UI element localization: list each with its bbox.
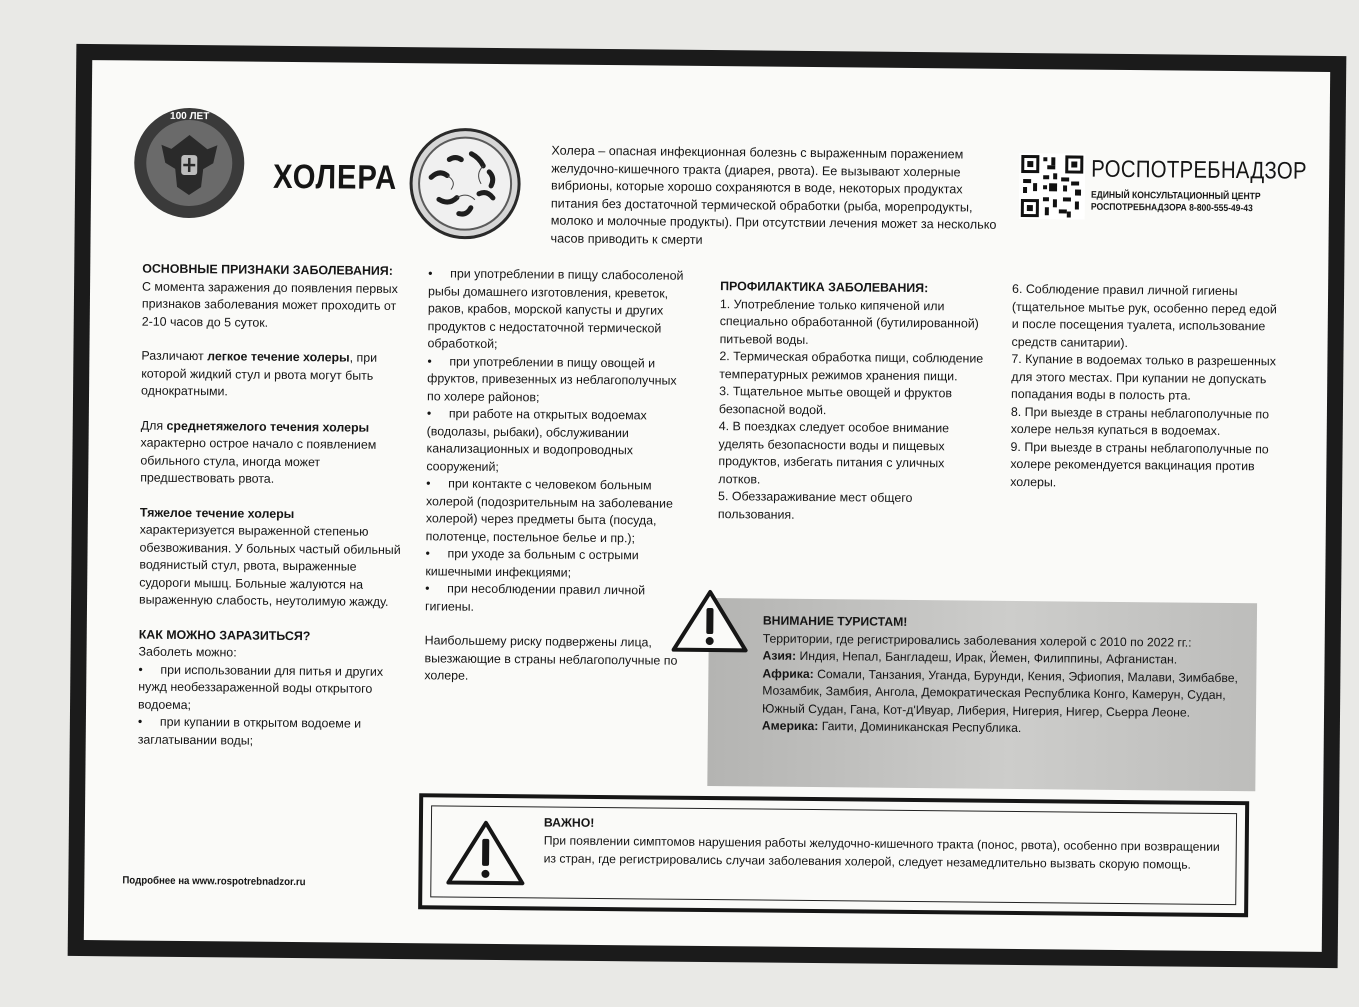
list-item: • при несоблюдении правил личной гигиены. bbox=[425, 580, 683, 617]
important-text: При появлении симптомов нарушения работы желудочно-кишечного тракта (понос, рвота), особенно при возвращении из стран, где регистрировались случаи заболевания холерой, следует незамедлительно вызвать скорую помощь. bbox=[543, 833, 1220, 872]
tourist-intro: Территории, где регистрировались заболевания холерой с 2010 по 2022 гг.: bbox=[762, 631, 1192, 650]
list-item: • при использовании для питья и других нужд необеззараженной воды открытого водоема; bbox=[138, 661, 400, 716]
severe-form-text: Тяжелое течение холеры характеризуется выраженной степенью обезвоживания. У больных частый обильный водянистый стул, рвота, выраженные судороги мышц. Больные жалуются на выраженную слабость, неутолимую жажду. bbox=[139, 505, 401, 609]
qr-code-icon bbox=[1019, 153, 1086, 220]
africa-countries: Африка: Сомали, Танзания, Уганда, Бурунди, Кения, Эфиопия, Малави, Зимбабве, Мозамбик, Замбия, Ангола, Демократическая Республика Конго, Камерун, Судан, Южный Судан, Гана, Кот-д'Ивуар, Либерия, Нигерия, Нигер, Сьерра Леоне. bbox=[761, 666, 1239, 720]
org-center-label: ЕДИНЫЙ КОНСУЛЬТАЦИОННЫЙ ЦЕНТР bbox=[1090, 189, 1261, 203]
symptoms-heading: ОСНОВНЫЕ ПРИЗНАКИ ЗАБОЛЕВАНИЯ: bbox=[142, 261, 393, 278]
prevention-list-continued bbox=[1010, 281, 1284, 494]
moderate-form-text: Для среднетяжелого течения холеры характерно острое начало с появлением обильного стула, иногда может предшествовать рвота. bbox=[140, 418, 377, 486]
list-item: 5. Обеззараживание мест общего пользования. bbox=[717, 489, 913, 522]
list-item: • при работе на открытых водоемах (водолазы, рыбаки), обслуживании канализационных и водопроводных сооружений; bbox=[426, 405, 685, 477]
symptoms-column bbox=[138, 261, 405, 751]
important-notice-inner bbox=[430, 805, 1237, 905]
list-item: • при употреблении в пищу слабосоленой рыбы домашнего изготовления, креветок, раков, крабов, морской капусты и других продуктов с недостаточной термической обработкой; bbox=[427, 265, 686, 355]
leaflet bbox=[84, 60, 1330, 952]
infection-ways-list bbox=[138, 661, 401, 751]
vibrio-bacteria-icon bbox=[409, 127, 522, 240]
infection-intro: Заболеть можно: bbox=[138, 644, 237, 660]
list-item: • при употреблении в пищу овощей и фруктов, привезенных из неблагополучных по холере районов; bbox=[427, 353, 685, 408]
list-item: 9. При выезде в страны неблагополучные по холере рекомендуется вакцинация против холеры. bbox=[1010, 439, 1269, 489]
emblem-text: 100 ЛЕТ bbox=[170, 110, 210, 123]
asia-countries: Азия: Индия, Непал, Бангладеш, Ирак, Йемен, Филиппины, Афганистан. bbox=[762, 648, 1178, 667]
org-contact bbox=[1091, 190, 1261, 216]
intro-text: Холера – опасная инфекционная болезнь с выраженным поражением желудочно-кишечного тракта (диарея, рвота). Ее вызывают холерные вибрионы, которые хорошо сохраняются в воде, некоторых продуктах питания без достаточной термической обработки (рыба, морепродукты, молоко и молочные продукты). При отсутствии лечения может за несколько часов приводить к смерти bbox=[550, 143, 997, 247]
tourist-warning-box bbox=[707, 598, 1257, 791]
list-item: • при контакте с человеком больным холерой (подозрительным на заболевание холерой) через предметы быта (посуда, полотенце, постельное белье и пр.); bbox=[426, 475, 685, 547]
tourist-heading: ВНИМАНИЕ ТУРИСТАМ! bbox=[762, 613, 908, 629]
list-item: 3. Тщательное мытье овощей и фруктов безопасной водой. bbox=[718, 384, 953, 417]
org-name: РОСПОТРЕБНАДЗОР bbox=[1091, 155, 1307, 185]
list-item: • при купании в открытом водоеме и заглатывании воды; bbox=[138, 714, 400, 752]
rospotrebnadzor-emblem-icon bbox=[131, 104, 248, 221]
list-item: 1. Употребление только кипяченой или специально обработанной (бутилированной) питьевой воды. bbox=[719, 296, 979, 347]
america-countries: Америка: Гаити, Доминиканская Республика. bbox=[761, 718, 1022, 736]
list-item: 2. Термическая обработка пищи, соблюдение температурных режимов хранения пищи. bbox=[719, 349, 984, 383]
prevention-column bbox=[718, 278, 988, 526]
list-item: 7. Купание в водоемах только в разрешенных для этого местах. При купании не допускать попадания воды в полость рта. bbox=[1011, 351, 1277, 403]
infection-ways-list-continued bbox=[425, 265, 686, 617]
important-notice bbox=[418, 793, 1249, 917]
mild-form-text: Различают легкое течение холеры, при которой жидкий стул и рвота могут быть однократными. bbox=[141, 348, 378, 399]
org-phone: РОСПОТРЕБНАДЗОРА 8-800-555-49-43 bbox=[1090, 201, 1253, 215]
important-heading: ВАЖНО! bbox=[543, 815, 595, 830]
warning-triangle-icon bbox=[671, 588, 750, 655]
important-text-block bbox=[544, 813, 1224, 874]
infection-ways-column bbox=[424, 265, 686, 704]
page-title: ХОЛЕРА bbox=[272, 157, 398, 198]
list-item: 8. При выезде в страны неблагополучные по холере нельзя купаться в водоемах. bbox=[1010, 404, 1270, 438]
incubation-text: С момента заражения до появления первых признаков заболевания может проходить от 2-10 часов до 5 суток. bbox=[141, 279, 398, 330]
warning-triangle-icon bbox=[445, 819, 526, 888]
prevention-column-continued bbox=[1010, 281, 1284, 494]
website-link[interactable]: Подробнее на www.rospotrebnadzor.ru bbox=[122, 874, 306, 889]
list-item: 4. В поездках следует особое внимание уделять безопасности воды и пищевых продуктов, избегать питания с уличных лотков. bbox=[718, 419, 950, 487]
risk-group-text: Наибольшему риску подвержены лица, выезжающие в страны неблагополучные по холере. bbox=[424, 633, 678, 683]
infection-heading: КАК МОЖНО ЗАРАЗИТЬСЯ? bbox=[138, 627, 311, 643]
tourist-warning-text bbox=[762, 613, 1247, 740]
prevention-heading: ПРОФИЛАКТИКА ЗАБОЛЕВАНИЯ: bbox=[720, 279, 929, 296]
list-item: 6. Соблюдение правил личной гигиены (тщательное мытье рук, особенно перед едой и после посещения туалета, использование средств санитарии). bbox=[1011, 281, 1277, 350]
leaflet-frame bbox=[68, 44, 1347, 968]
prevention-list bbox=[718, 296, 988, 526]
list-item: • при уходе за больным с острыми кишечными инфекциями; bbox=[425, 545, 683, 582]
